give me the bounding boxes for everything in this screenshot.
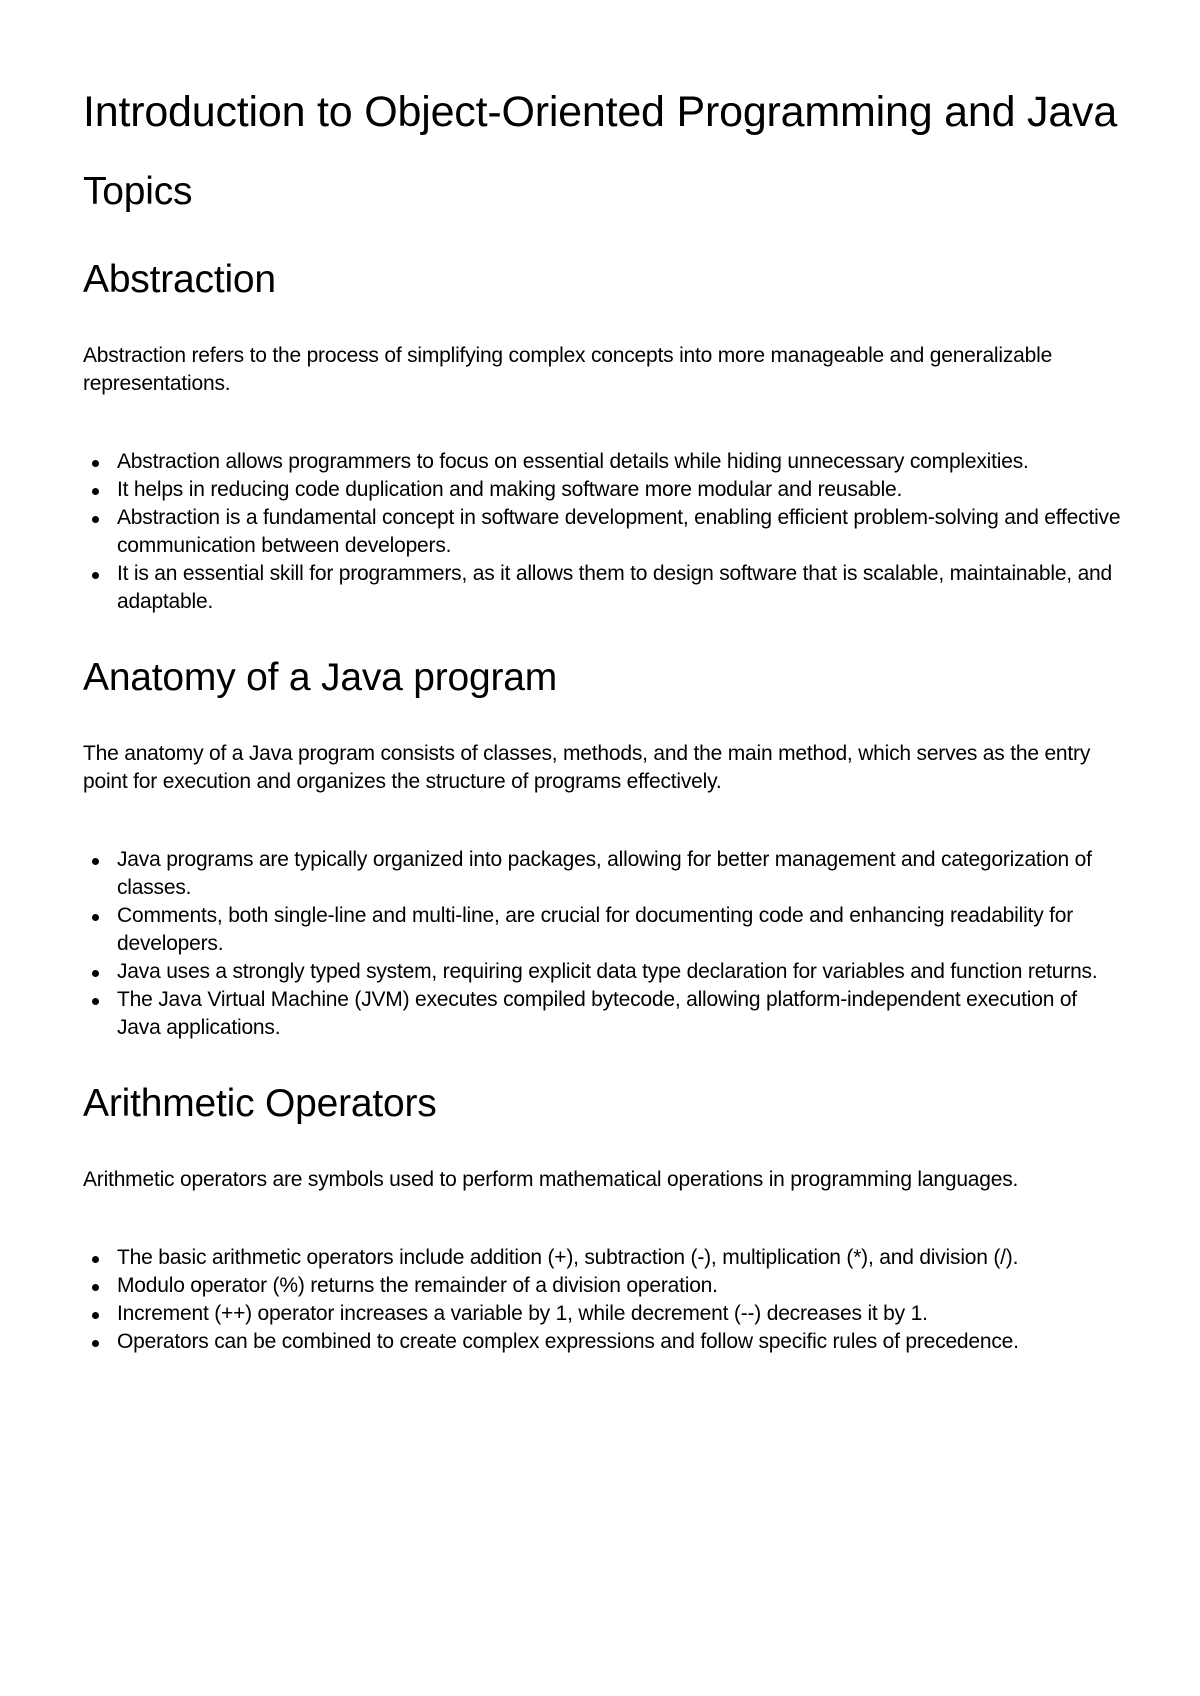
bullet-icon: [92, 1312, 99, 1319]
bullet-icon: [92, 998, 99, 1005]
bullet-icon: [92, 460, 99, 467]
bullet-icon: [92, 1340, 99, 1347]
section-summary: Abstraction refers to the process of simplifying complex concepts into more manageable and generalizable representations.: [83, 344, 1053, 395]
bullet-list: [83, 1244, 1123, 1356]
list-item: [83, 476, 1123, 504]
bullet-icon: [92, 1256, 99, 1263]
section-summary: The anatomy of a Java program consists of classes, methods, and the main method, which serves as the entry point for execution and organizes the structure of programs effectively.: [83, 742, 1091, 793]
bullet-icon: [92, 488, 99, 495]
list-item-text: Abstraction is a fundamental concept in software development, enabling efficient problem-solving and effective communication between developers.: [117, 506, 1121, 557]
list-item: [83, 1300, 1123, 1328]
list-item-text: Modulo operator (%) returns the remainder of a division operation.: [117, 1274, 718, 1297]
list-item: [83, 1272, 1123, 1300]
list-item: [83, 1328, 1123, 1356]
bullet-icon: [92, 572, 99, 579]
list-item-text: Increment (++) operator increases a variable by 1, while decrement (--) decreases it by 1.: [117, 1302, 928, 1325]
bullet-icon: [92, 914, 99, 921]
bullet-icon: [92, 970, 99, 977]
list-item: [83, 504, 1123, 560]
section-heading: Abstraction: [83, 258, 276, 301]
bullet-list: [83, 846, 1123, 1042]
list-item-text: Java uses a strongly typed system, requiring explicit data type declaration for variables and function returns.: [117, 960, 1098, 983]
document-title: Introduction to Object-Oriented Programming and Java: [83, 88, 1118, 136]
bullet-icon: [92, 516, 99, 523]
list-item: [83, 1244, 1123, 1272]
list-item-text: Java programs are typically organized into packages, allowing for better management and categorization of classes.: [117, 848, 1092, 899]
list-item: [83, 958, 1123, 986]
list-item: [83, 448, 1123, 476]
list-item-text: The Java Virtual Machine (JVM) executes compiled bytecode, allowing platform-independent execution of Java applications.: [117, 988, 1077, 1039]
section-heading: Anatomy of a Java program: [83, 656, 558, 699]
list-item: [83, 560, 1123, 616]
section-abstraction: [83, 256, 1123, 616]
list-item: [83, 902, 1123, 958]
list-item-text: The basic arithmetic operators include addition (+), subtraction (-), multiplication (*), and division (/).: [117, 1246, 1019, 1269]
bullet-icon: [92, 858, 99, 865]
bullet-list: [83, 448, 1123, 616]
list-item-text: Comments, both single-line and multi-line, are crucial for documenting code and enhancing readability for developers.: [117, 904, 1074, 955]
list-item-text: Operators can be combined to create complex expressions and follow specific rules of precedence.: [117, 1330, 1019, 1353]
section-arithmetic-operators: [83, 1080, 1123, 1356]
document-page: [83, 84, 1123, 1394]
list-item-text: It is an essential skill for programmers, as it allows them to design software that is scalable, maintainable, and adaptable.: [117, 562, 1113, 613]
list-item: [83, 986, 1123, 1042]
bullet-icon: [92, 1284, 99, 1291]
list-item-text: Abstraction allows programmers to focus on essential details while hiding unnecessary complexities.: [117, 450, 1029, 473]
section-heading: Arithmetic Operators: [83, 1082, 437, 1125]
section-summary: Arithmetic operators are symbols used to perform mathematical operations in programming languages.: [83, 1168, 1019, 1191]
list-item: [83, 846, 1123, 902]
section-anatomy-of-java-program: [83, 654, 1123, 1042]
topics-heading: Topics: [83, 170, 193, 213]
list-item-text: It helps in reducing code duplication and making software more modular and reusable.: [117, 478, 903, 501]
